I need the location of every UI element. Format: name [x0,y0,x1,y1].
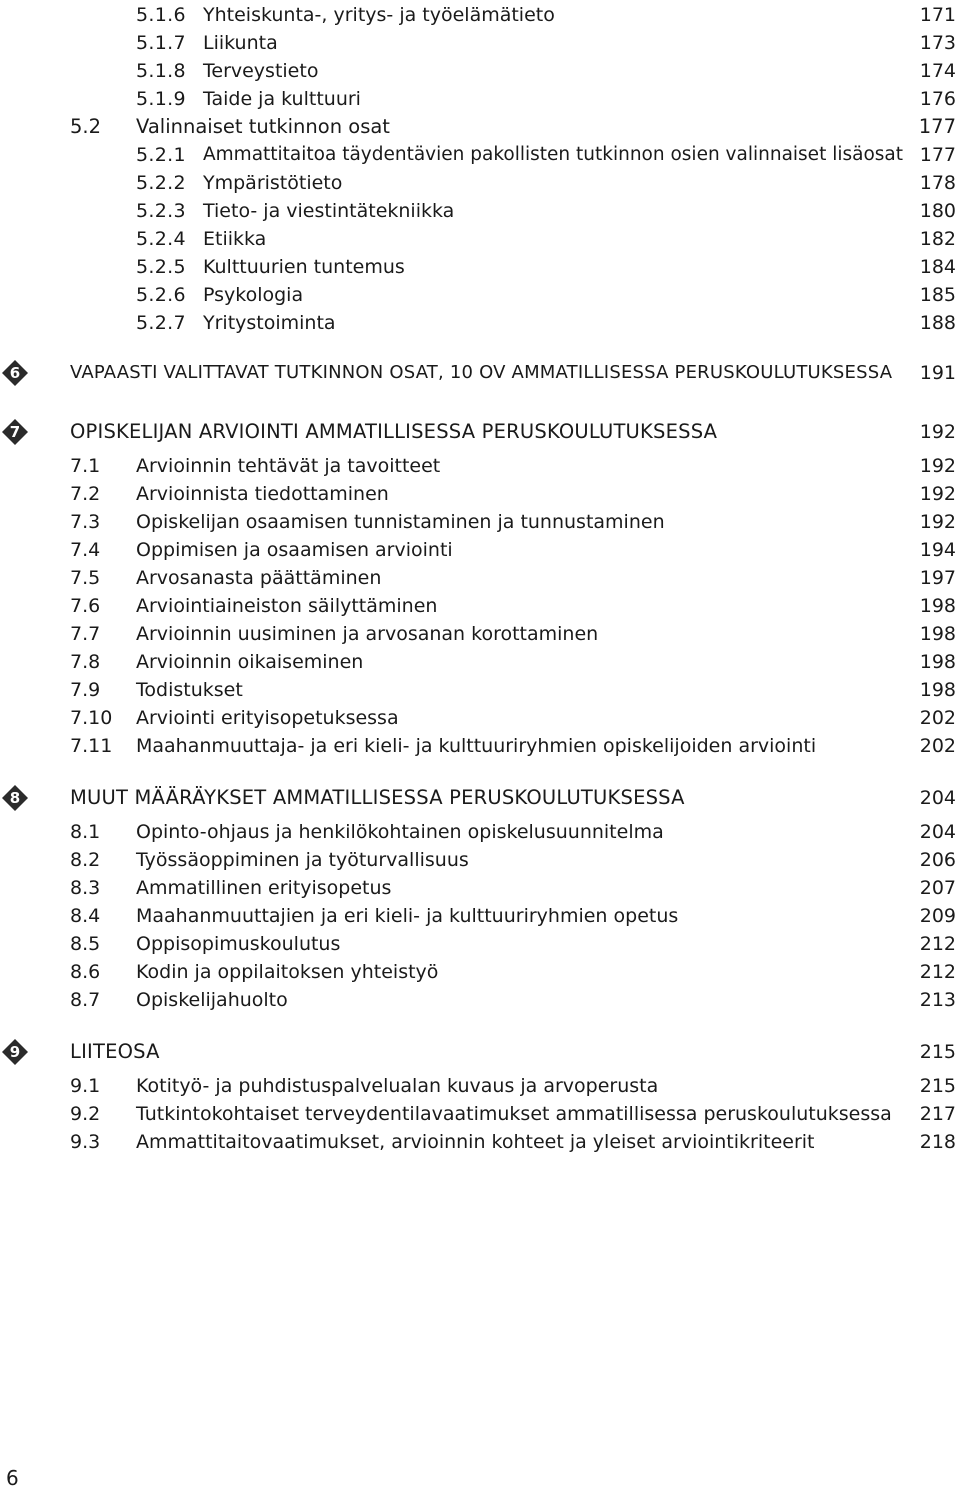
toc-entry [0,818,960,846]
entry-number: 7.1 [70,455,101,477]
badge-number: 7 [9,423,21,441]
entry-page: 197 [919,567,956,589]
chapter-page: 192 [919,421,956,443]
page-number: 6 [6,1466,19,1490]
entry-page: 212 [919,961,956,983]
entry-number: 5.2.5 [136,256,186,278]
entry-title: Oppisopimuskoulutus [136,933,341,955]
entry-number: 7.2 [70,483,101,505]
chapter-number-badge [2,360,28,386]
entry-title: Opinto-ohjaus ja henkilökohtainen opiskelusuunnitelma [136,821,664,843]
toc-entry [0,508,960,536]
toc-entry [0,1,960,29]
toc-entry [0,253,960,281]
entry-number: 8.6 [70,961,101,983]
toc-entry [0,620,960,648]
entry-page: 202 [919,735,956,757]
entry-number: 9.1 [70,1075,101,1097]
entry-number: 8.1 [70,821,101,843]
entry-page: 204 [919,821,956,843]
entry-number: 9.2 [70,1103,101,1125]
toc-entry [0,732,960,760]
entry-title: Työssäoppiminen ja työturvallisuus [136,849,469,871]
chapter-number-badge [2,785,28,811]
entry-number: 7.6 [70,595,101,617]
entry-title: Ammattitaitoa täydentävien pakollisten tutkinnon osien valinnaiset lisäosat [203,144,904,165]
entry-title: Valinnaiset tutkinnon osat [136,115,390,138]
chapter-page: 204 [919,787,956,809]
entry-title: Arvosanasta päättäminen [136,567,382,589]
entry-number: 5.2.7 [136,312,186,334]
entry-number: 7.10 [70,707,113,729]
chapter-page: 191 [919,362,956,384]
entry-page: 192 [919,455,956,477]
entry-title: Arvioinnin oikaiseminen [136,651,364,673]
entry-page: 173 [919,32,956,54]
entry-title: Liikunta [203,32,278,54]
entry-page: 202 [919,707,956,729]
entry-number: 5.1.8 [136,60,186,82]
toc-entry [0,85,960,113]
entry-number: 7.3 [70,511,101,533]
entry-title: Arvioinnin tehtävät ja tavoitteet [136,455,441,477]
entry-number: 8.3 [70,877,101,899]
entry-number: 9.3 [70,1131,101,1153]
chapter-page: 215 [919,1041,956,1063]
entry-title: Maahanmuuttaja- ja eri kieli- ja kulttuuriryhmien opiskelijoiden arviointi [136,735,817,757]
entry-title: Tieto- ja viestintätekniikka [203,200,455,222]
entry-number: 7.8 [70,651,101,673]
entry-page: 176 [919,88,956,110]
toc-entry [0,564,960,592]
entry-page: 212 [919,933,956,955]
entry-number: 7.5 [70,567,101,589]
entry-number: 5.2.6 [136,284,186,306]
entry-page: 207 [919,877,956,899]
badge-number: 8 [9,789,21,807]
entry-title: Opiskelijahuolto [136,989,288,1011]
toc-entry [0,648,960,676]
toc-entry [0,281,960,309]
toc-entry [0,874,960,902]
entry-title: Opiskelijan osaamisen tunnistaminen ja tunnustaminen [136,511,665,533]
entry-title: Arviointiaineiston säilyttäminen [136,595,438,617]
toc-entry [0,536,960,564]
entry-title: Arvioinnin uusiminen ja arvosanan korottaminen [136,623,599,645]
entry-title: Ympäristötieto [203,172,343,194]
chapter-heading-9 [0,1036,960,1068]
chapter-heading-8 [0,782,960,814]
entry-number: 5.2 [70,115,102,138]
entry-title: Kulttuurien tuntemus [203,256,405,278]
entry-page: 209 [919,905,956,927]
toc-entry [0,986,960,1014]
entry-page: 184 [919,256,956,278]
chapter-number-badge [2,419,28,445]
entry-number: 5.2.1 [136,144,186,166]
entry-number: 7.7 [70,623,101,645]
entry-page: 192 [919,511,956,533]
entry-page: 217 [919,1103,956,1125]
entry-number: 8.5 [70,933,101,955]
toc-entry [0,1100,960,1128]
entry-page: 192 [919,483,956,505]
entry-title: Arviointi erityisopetuksessa [136,707,399,729]
chapter-title: VAPAASTI VALITTAVAT TUTKINNON OSAT, 10 OV AMMATILLISESSA PERUSKOULUTUKSESSA [70,362,893,383]
chapter-title: OPISKELIJAN ARVIOINTI AMMATILLISESSA PERUSKOULUTUKSESSA [70,420,718,443]
entry-title: Psykologia [203,284,304,306]
entry-number: 7.9 [70,679,101,701]
toc-entry [0,480,960,508]
entry-page: 194 [919,539,956,561]
toc-entry [0,113,960,141]
toc-entry [0,29,960,57]
entry-title: Oppimisen ja osaamisen arviointi [136,539,453,561]
toc-entry [0,902,960,930]
entry-number: 8.4 [70,905,101,927]
chapter-title: LIITEOSA [70,1040,160,1063]
entry-page: 215 [919,1075,956,1097]
entry-title: Etiikka [203,228,267,250]
toc-entry [0,169,960,197]
toc-entry [0,1072,960,1100]
entry-number: 5.2.2 [136,172,186,194]
entry-title: Yhteiskunta-, yritys- ja työelämätieto [203,4,555,26]
entry-number: 5.2.3 [136,200,186,222]
entry-number: 7.11 [70,735,113,757]
toc-entry [0,676,960,704]
entry-title: Ammatillinen erityisopetus [136,877,392,899]
entry-title: Taide ja kulttuuri [203,88,361,110]
entry-number: 8.2 [70,849,101,871]
entry-page: 178 [919,172,956,194]
toc-entry [0,141,960,169]
entry-number: 5.1.7 [136,32,186,54]
entry-page: 198 [919,679,956,701]
entry-page: 174 [919,60,956,82]
entry-number: 5.2.4 [136,228,186,250]
toc-entry [0,592,960,620]
entry-page: 188 [919,312,956,334]
entry-title: Arvioinnista tiedottaminen [136,483,389,505]
chapter-heading-7 [0,416,960,448]
entry-page: 182 [919,228,956,250]
entry-title: Maahanmuuttajien ja eri kieli- ja kulttuuriryhmien opetus [136,905,679,927]
toc-entry [0,930,960,958]
toc-entry [0,1128,960,1156]
chapter-heading-6 [0,357,960,389]
toc-entry [0,197,960,225]
entry-page: 171 [919,4,956,26]
toc-entry [0,57,960,85]
entry-title: Tutkintokohtaiset terveydentilavaatimukset ammatillisessa peruskoulutuksessa [136,1103,892,1125]
entry-title: Kodin ja oppilaitoksen yhteistyö [136,961,439,983]
entry-number: 5.1.9 [136,88,186,110]
entry-page: 206 [919,849,956,871]
entry-number: 5.1.6 [136,4,186,26]
entry-title: Todistukset [136,679,243,701]
entry-page: 198 [919,595,956,617]
badge-number: 6 [9,364,21,382]
entry-number: 7.4 [70,539,101,561]
entry-page: 177 [918,115,956,138]
entry-number: 8.7 [70,989,101,1011]
toc-entry [0,452,960,480]
chapter-number-badge [2,1039,28,1065]
entry-page: 218 [919,1131,956,1153]
entry-page: 180 [919,200,956,222]
toc-entry [0,225,960,253]
entry-page: 185 [919,284,956,306]
toc-entry [0,704,960,732]
chapter-title: MUUT MÄÄRÄYKSET AMMATILLISESSA PERUSKOULUTUKSESSA [70,786,685,809]
entry-page: 198 [919,651,956,673]
entry-title: Terveystieto [203,60,319,82]
toc-entry [0,309,960,337]
entry-page: 213 [919,989,956,1011]
entry-title: Ammattitaitovaatimukset, arvioinnin kohteet ja yleiset arviointikriteerit [136,1131,815,1153]
toc-entry [0,958,960,986]
entry-page: 177 [919,144,956,166]
entry-title: Yritystoiminta [203,312,336,334]
badge-number: 9 [9,1043,21,1061]
entry-title: Kotityö- ja puhdistuspalvelualan kuvaus ja arvoperusta [136,1075,659,1097]
toc-entry [0,846,960,874]
entry-page: 198 [919,623,956,645]
